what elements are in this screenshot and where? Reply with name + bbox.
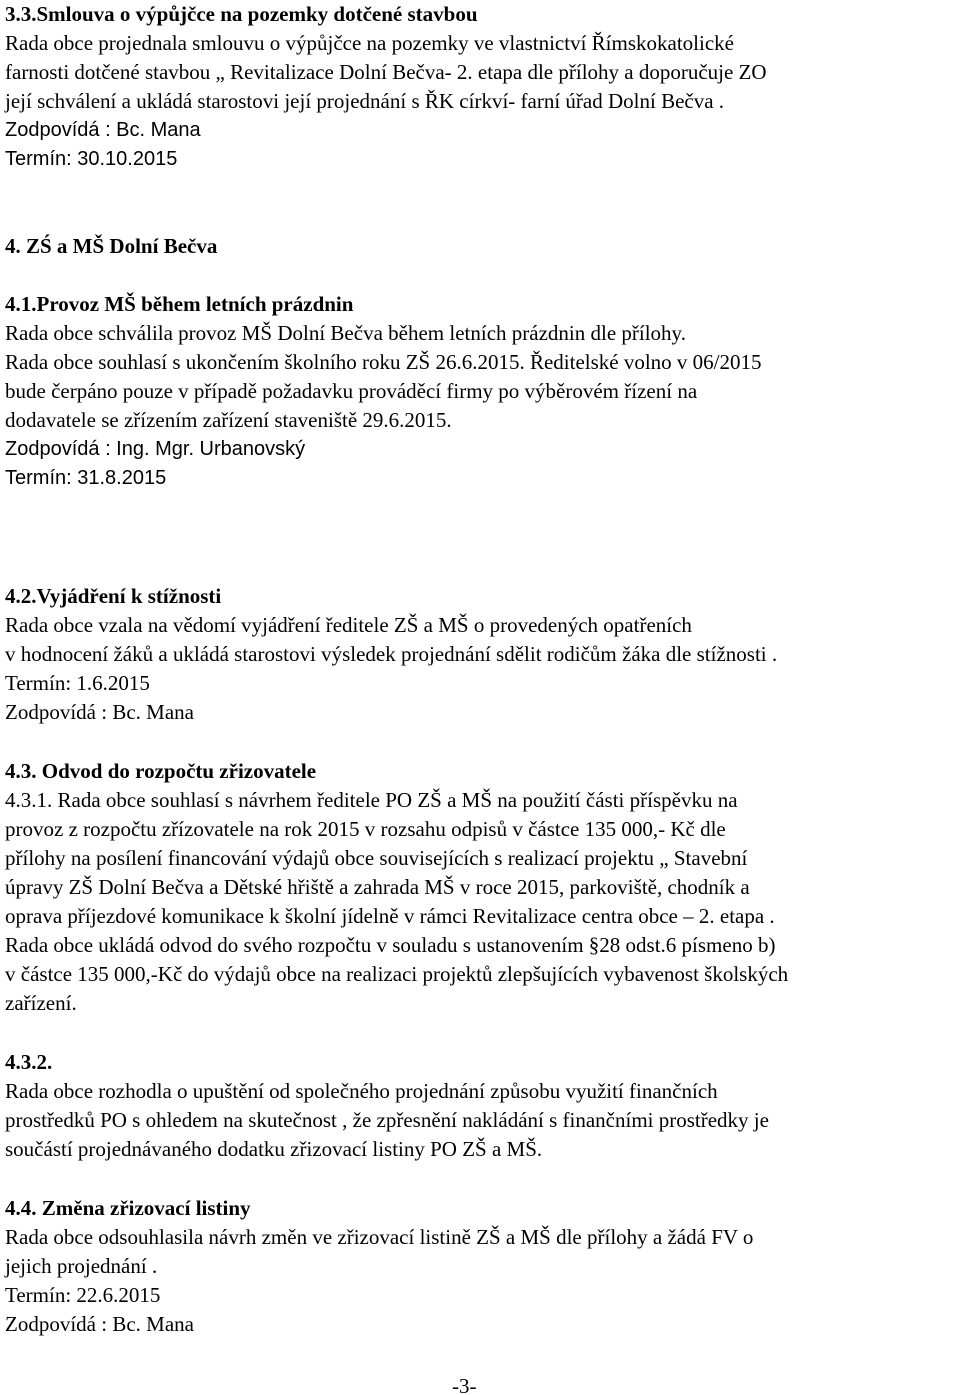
paragraph-line: prostředků PO s ohledem na skutečnost , že zpřesnění nakládání s finančními prostředky je: [5, 1108, 769, 1132]
page-number: -3-: [452, 1374, 477, 1395]
paragraph-line: přílohy na posílení financování výdajů obce souvisejících s realizací projektu „ Stavební: [5, 846, 748, 870]
paragraph-line: oprava příjezdové komunikace k školní jídelně v rámci Revitalizace centra obce – 2. etapa .: [5, 904, 775, 928]
paragraph-line: v částce 135 000,-Kč do výdajů obce na realizaci projektů zlepšujících vybavenost školských: [5, 962, 789, 986]
paragraph-line: Rada obce projednala smlouvu o výpůjčce na pozemky ve vlastnictví Římskokatolické: [5, 31, 734, 55]
paragraph-line: farnosti dotčené stavbou „ Revitalizace Dolní Bečva- 2. etapa dle přílohy a doporučuje ZO: [5, 60, 767, 84]
deadline: Termín: 22.6.2015: [5, 1283, 161, 1307]
deadline: Termín: 1.6.2015: [5, 671, 150, 695]
paragraph-line: součástí projednávaného dodatku zřizovací listiny PO ZŠ a MŠ.: [5, 1137, 543, 1161]
responsible-person: Zodpovídá : Bc. Mana: [5, 119, 201, 141]
section-4-3-2-heading: 4.3.2.: [5, 1050, 53, 1074]
paragraph-line: v hodnocení žáků a ukládá starostovi výsledek projednání sdělit rodičům žáka dle stížnosti .: [5, 642, 778, 666]
paragraph-line: jejich projednání .: [5, 1254, 158, 1278]
paragraph-line: Rada obce souhlasí s ukončením školního roku ZŠ 26.6.2015. Ředitelské volno v 06/2015: [5, 350, 762, 374]
paragraph-line: Rada obce rozhodla o upuštění od společného projednání způsobu využití finančních: [5, 1079, 718, 1103]
paragraph-line: její schválení a ukládá starostovi její projednání s ŘK církví- farní úřad Dolní Bečva .: [5, 89, 725, 113]
section-3-3-heading: 3.3.Smlouva o výpůjčce na pozemky dotčené stavbou: [5, 2, 478, 26]
paragraph-line: Rada obce odsouhlasila návrh změn ve zřizovací listině ZŠ a MŠ dle přílohy a žádá FV o: [5, 1225, 754, 1249]
paragraph-line: Rada obce ukládá odvod do svého rozpočtu v souladu s ustanovením §28 odst.6 písmeno b): [5, 933, 776, 957]
paragraph-line: dodavatele se zřízením zařízení staveniště 29.6.2015.: [5, 408, 452, 432]
paragraph-line: bude čerpáno pouze v případě požadavku prováděcí firmy po výběrovém řízení na: [5, 379, 698, 403]
paragraph-line: Rada obce schválila provoz MŠ Dolní Bečva během letních prázdnin dle přílohy.: [5, 321, 686, 345]
section-4-4-heading: 4.4. Změna zřizovací listiny: [5, 1196, 251, 1220]
paragraph-line: Rada obce vzala na vědomí vyjádření ředitele ZŠ a MŠ o provedených opatřeních: [5, 613, 692, 637]
section-4-heading: 4. ZŚ a MŠ Dolní Bečva: [5, 234, 218, 258]
paragraph-line: úpravy ZŠ Dolní Bečva a Dětské hřiště a zahrada MŠ v roce 2015, parkoviště, chodník a: [5, 875, 750, 899]
paragraph-line: 4.3.1. Rada obce souhlasí s návrhem ředitele PO ZŠ a MŠ na použití části příspěvku na: [5, 788, 738, 812]
responsible-person: Zodpovídá : Ing. Mgr. Urbanovský: [5, 438, 306, 460]
section-4-3-heading: 4.3. Odvod do rozpočtu zřizovatele: [5, 759, 317, 783]
paragraph-line: zařízení.: [5, 991, 77, 1015]
deadline: Termín: 31.8.2015: [5, 467, 167, 489]
section-4-2-heading: 4.2.Vyjádření k stížnosti: [5, 584, 222, 608]
deadline: Termín: 30.10.2015: [5, 148, 178, 170]
responsible-person: Zodpovídá : Bc. Mana: [5, 700, 194, 724]
section-4-1-heading: 4.1.Provoz MŠ během letních prázdnin: [5, 292, 354, 316]
responsible-person: Zodpovídá : Bc. Mana: [5, 1312, 194, 1336]
paragraph-line: provoz z rozpočtu zřízovatele na rok 2015 v rozsahu odpisů v částce 135 000,- Kč dle: [5, 817, 726, 841]
